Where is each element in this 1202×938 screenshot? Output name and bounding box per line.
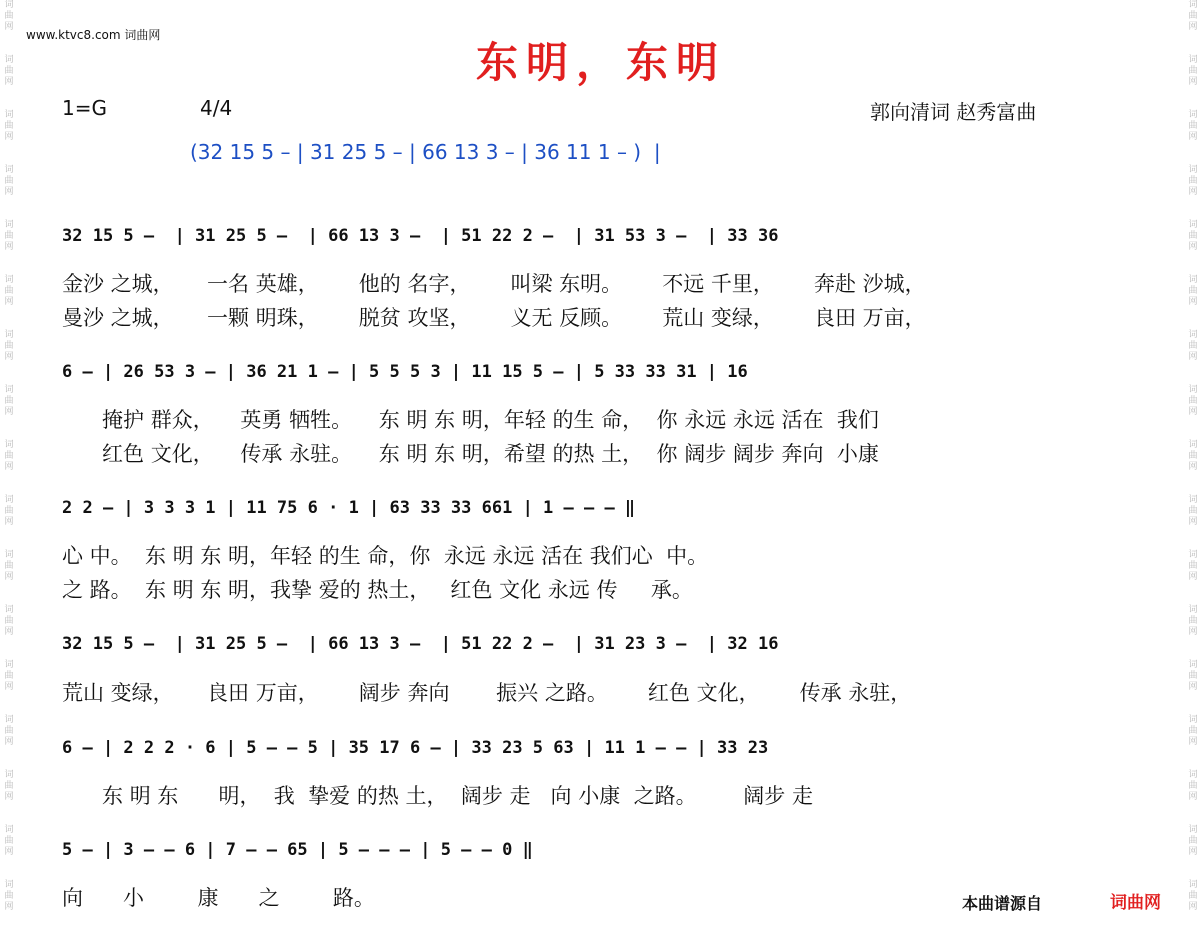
score-row-1-notes: 32 15 5 – | 31 25 5 – | 66 13 3 – | 51 22 2 – | 31 53 3 – | 33 36 [62,226,779,246]
left-watermark-strip: 词 曲 网 词 曲 网 词 曲 网 词 曲 网 词 曲 网 词 曲 网 词 曲 网 词 曲 网 词 曲 网 词 曲 网 词 曲 网 词 曲 网 词 曲 网 词 曲 网 词 曲 网 词 曲 网 词 曲 网 [4,0,14,912]
song-title: 东明，东明 [475,38,726,87]
score-row-4-lyric-1: 荒山 变绿， 良田 万亩， 阔步 奔向 振兴 之路。 红色 文化， 传承 永驻， [62,681,912,705]
score-row-2-notes: 6 – | 26 53 3 – | 36 21 1 – | 5 5 5 3 | 11 15 5 – | 5 33 33 31 | 16 [62,362,748,382]
time-signature: 4/4 [200,96,233,120]
score-row-5-notes: 6 – | 2 2 2 · 6 | 5 – – 5 | 35 17 6 – | 33 23 5 63 | 11 1 – – | 33 23 [62,738,769,758]
score-row-1-lyric-2: 曼沙 之城， 一颗 明珠， 脱贫 攻坚， 义无 反顾。 荒山 变绿， 良田 万亩， [62,306,926,330]
score-row-2-lyric-1: 掩护 群众， 英勇 牺牲。 东 明 东 明，年轻 的生 命， 你 永远 永远 活在 我们 [62,408,879,432]
score-row-4-notes: 32 15 5 – | 31 25 5 – | 66 13 3 – | 51 22 2 – | 31 23 3 – | 32 16 [62,634,779,654]
score-row-6-lyric-1: 向 小 康 之 路。 [62,886,375,910]
source-label: 本曲谱源自 [962,894,1043,913]
score-row-1-lyric-1: 金沙 之城， 一名 英雄， 他的 名字， 叫梁 东明。 不远 千里， 奔赴 沙城， [62,272,926,296]
score-row-5-lyric-1: 东 明 东 明， 我 挚爱 的热 土， 阔步 走 向 小康 之路。 阔步 走 [62,784,813,808]
score-row-6-notes: 5 – | 3 – – 6 | 7 – – 65 | 5 – – – | 5 – – 0 ‖ [62,840,533,860]
intro-notation: (32 15 5 – | 31 25 5 – | 66 13 3 – | 36 11 1 – ) | [190,140,661,164]
site-logo[interactable]: 词曲网 [1110,893,1161,913]
score-row-3-lyric-2: 之 路。 东 明 东 明，我挚 爱的 热土， 红色 文化 永远 传 承。 [62,578,693,602]
score-row-2-lyric-2: 红色 文化， 传承 永驻。 东 明 东 明，希望 的热 土， 你 阔步 阔步 奔向 小康 [62,442,879,466]
site-url[interactable]: www.ktvc8.com 词曲网 [26,28,161,42]
key-signature: 1=G [62,96,107,120]
song-credits: 郭向清词 赵秀富曲 [870,100,1037,124]
score-row-3-notes: 2 2 – | 3 3 3 1 | 11 75 6 · 1 | 63 33 33 661 | 1 – – – ‖ [62,498,636,518]
score-row-3-lyric-1: 心 中。 东 明 东 明，年轻 的生 命，你 永远 永远 活在 我们心 中。 [62,544,709,568]
right-watermark-strip: 词 曲 网 词 曲 网 词 曲 网 词 曲 网 词 曲 网 词 曲 网 词 曲 网 词 曲 网 词 曲 网 词 曲 网 词 曲 网 词 曲 网 词 曲 网 词 曲 网 词 曲 网 词 曲 网 词 曲 网 [1188,0,1198,912]
